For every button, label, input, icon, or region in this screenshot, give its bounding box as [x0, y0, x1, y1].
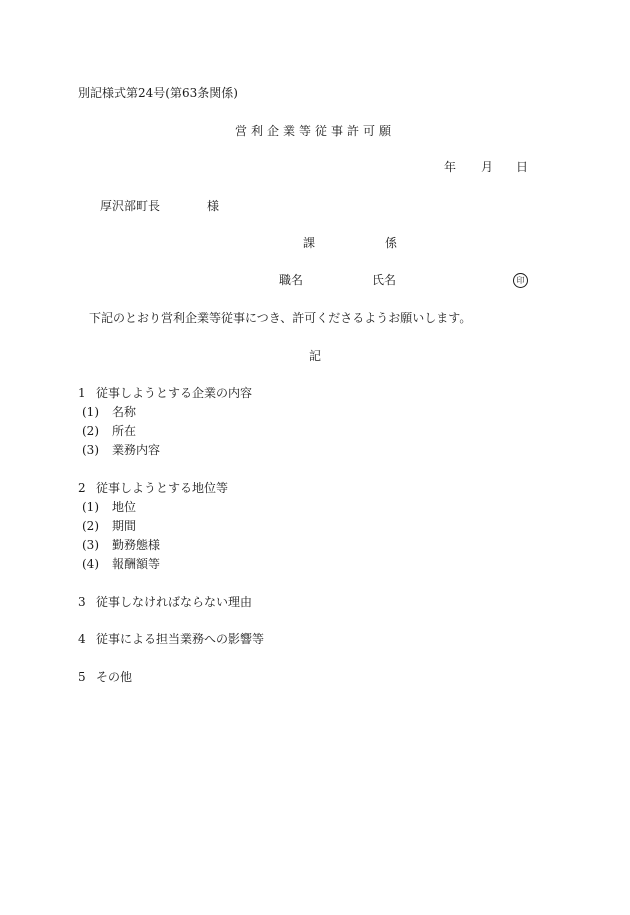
- sub-item-label: 業務内容: [112, 443, 161, 457]
- sub-item-number: (4): [82, 557, 99, 571]
- item-number: 2: [78, 481, 86, 495]
- addressee-honorific: 様: [207, 199, 220, 213]
- sub-item-label: 所在: [112, 424, 137, 438]
- date-month: 月: [481, 160, 494, 174]
- item-number: 3: [78, 595, 86, 609]
- addressee-name: 厚沢部町長: [100, 199, 161, 213]
- sub-item-number: (3): [82, 538, 99, 552]
- sub-item-label: 地位: [112, 500, 137, 514]
- item-number: 1: [78, 386, 86, 400]
- sub-item-label: 名称: [112, 405, 137, 419]
- document-title: 営利企業等従事許可願: [235, 124, 396, 138]
- sub-item-label: 期間: [112, 519, 137, 533]
- item-label: 従事しようとする地位等: [96, 481, 229, 495]
- sub-item-number: (1): [82, 405, 99, 419]
- item-number: 5: [78, 670, 86, 684]
- item-label: 従事による担当業務への影響等: [96, 632, 265, 646]
- sub-item-number: (2): [82, 519, 99, 533]
- name-label: 氏名: [372, 273, 397, 287]
- item-number: 4: [78, 632, 86, 646]
- date-day: 日: [516, 160, 529, 174]
- seal-mark: 印: [513, 273, 528, 288]
- item-label: 従事しなければならない理由: [96, 595, 253, 609]
- applicant-subsection: 係: [385, 236, 398, 250]
- applicant-section: 課: [303, 236, 316, 250]
- sub-item-number: (3): [82, 443, 99, 457]
- ki-heading: 記: [309, 349, 322, 363]
- form-number: 別記様式第24号(第63条関係): [78, 86, 238, 100]
- sub-item-label: 報酬額等: [112, 557, 161, 571]
- sub-item-number: (1): [82, 500, 99, 514]
- request-text: 下記のとおり営利企業等従事につき、許可くださるようお願いします。: [89, 311, 472, 325]
- sub-item-number: (2): [82, 424, 99, 438]
- item-label: 従事しようとする企業の内容: [96, 386, 253, 400]
- position-label: 職名: [279, 273, 304, 287]
- item-label: その他: [96, 670, 133, 684]
- date-year: 年: [444, 160, 457, 174]
- sub-item-label: 勤務態様: [112, 538, 161, 552]
